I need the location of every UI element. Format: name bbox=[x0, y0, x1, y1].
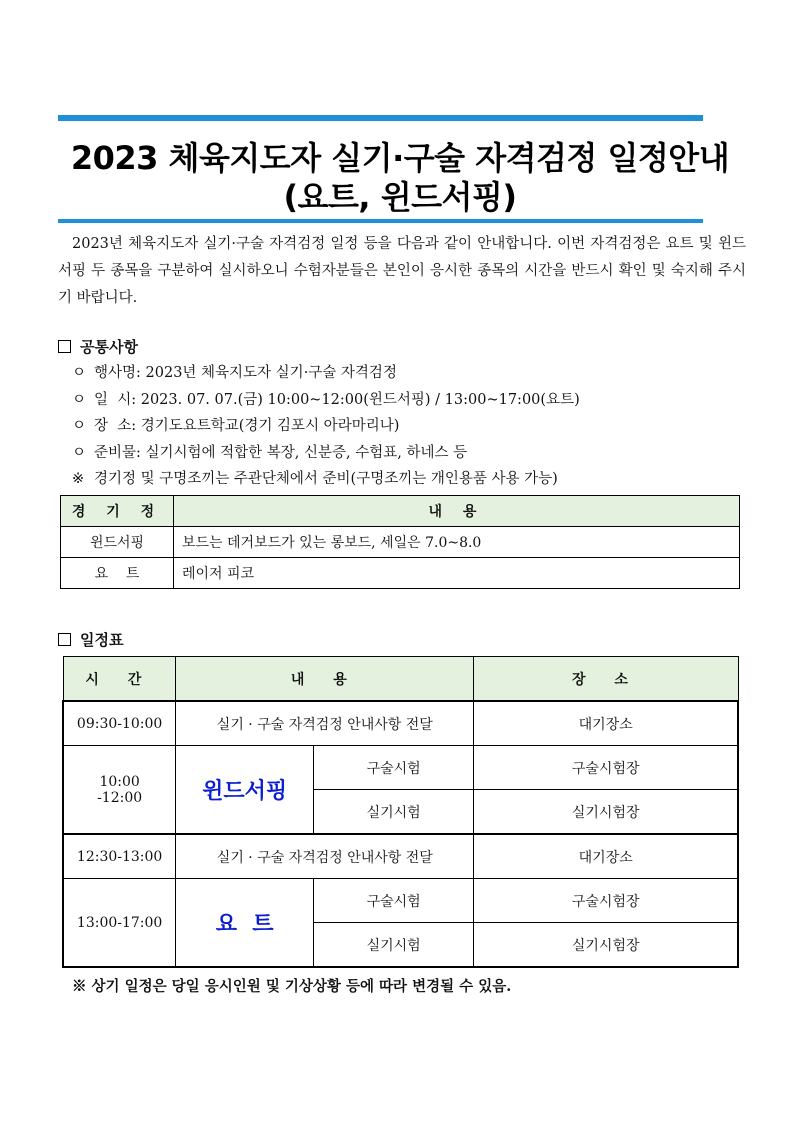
cell-place: 대기장소 bbox=[474, 834, 738, 879]
cell-name: 윈드서핑 bbox=[61, 527, 174, 558]
table-header-row bbox=[61, 496, 740, 527]
header-cell: 내 용 bbox=[176, 657, 474, 702]
cell-time: 10:00 -12:00 bbox=[63, 746, 176, 835]
table-row bbox=[63, 834, 738, 879]
cell-place: 실기시험장 bbox=[474, 790, 738, 835]
list-item: ※ 경기정 및 구명조끼는 주관단체에서 준비(구명조끼는 개인용품 사용 가능) bbox=[72, 471, 558, 487]
table-row bbox=[63, 879, 738, 923]
intro-text: 2023년 체육지도자 실기·구술 자격검정 일정 등을 다음과 같이 안내합니다. 이번 자격검정은 요트 및 윈드서핑 두 종목을 구분하여 실시하오니 수험자분들은 본인이 응시한 종목의 시간을 반드시 확인 및 숙지해 주시기 바랍니다. bbox=[58, 236, 746, 306]
cell-place: 구술시험장 bbox=[474, 746, 738, 790]
cell-event: 윈드서핑 bbox=[176, 746, 314, 835]
cell-item: 구술시험 bbox=[313, 879, 473, 923]
list-item: ㅇ 준비물: 실기시험에 적합한 복장, 신분증, 수험표, 하네스 등 bbox=[72, 444, 468, 461]
table-header-row bbox=[63, 657, 738, 702]
list-item: ㅇ 장 소: 경기도요트학교(경기 김포시 아라마리나) bbox=[72, 418, 400, 434]
cell-time: 09:30-10:00 bbox=[63, 701, 176, 746]
table-row bbox=[61, 527, 740, 558]
equipment-table bbox=[60, 495, 740, 589]
cell-content: 실기 · 구술 자격검정 안내사항 전달 bbox=[176, 834, 474, 879]
header-cell: 장 소 bbox=[474, 657, 738, 702]
common-items-list bbox=[72, 360, 580, 493]
cell-name: 요 트 bbox=[61, 558, 174, 589]
schedule-section-heading: 일정표 bbox=[58, 629, 123, 650]
checkbox-square-icon bbox=[58, 340, 71, 353]
cell-item: 실기시험 bbox=[313, 790, 473, 835]
cell-content: 보드는 데거보드가 있는 롱보드, 세일은 7.0~8.0 bbox=[174, 527, 740, 558]
cell-place: 대기장소 bbox=[474, 701, 738, 746]
title-bottom-rule bbox=[58, 219, 703, 223]
schedule-table bbox=[62, 656, 739, 968]
list-item: ㅇ 일 시: 2023. 07. 07.(금) 10:00~12:00(윈드서핑) / 13:00~17:00(요트) bbox=[72, 391, 580, 408]
cell-place: 구술시험장 bbox=[474, 879, 738, 923]
header-cell: 시 간 bbox=[63, 657, 176, 702]
common-section-heading: 공통사항 bbox=[58, 336, 138, 357]
cell-item: 실기시험 bbox=[313, 923, 473, 968]
cell-content: 레이저 피코 bbox=[174, 558, 740, 589]
header-cell: 내 용 bbox=[174, 496, 740, 527]
cell-place: 실기시험장 bbox=[474, 923, 738, 968]
cell-item: 구술시험 bbox=[313, 746, 473, 790]
table-row bbox=[61, 558, 740, 589]
checkbox-square-icon bbox=[58, 633, 71, 646]
list-item: ㅇ 행사명: 2023년 체육지도자 실기·구술 자격검정 bbox=[72, 365, 397, 381]
page-subtitle: (요트, 윈드서핑) bbox=[283, 178, 517, 216]
cell-time: 13:00-17:00 bbox=[63, 879, 176, 968]
title-top-rule bbox=[58, 115, 703, 121]
footnote: ※ 상기 일정은 당일 응시인원 및 기상상황 등에 따라 변경될 수 있음. bbox=[72, 978, 512, 995]
intro-paragraph bbox=[58, 231, 746, 312]
page-title: 2023 체육지도자 실기·구술 자격검정 일정안내 bbox=[70, 139, 730, 177]
cell-event: 요 트 bbox=[176, 879, 314, 968]
cell-content: 실기 · 구술 자격검정 안내사항 전달 bbox=[176, 701, 474, 746]
table-row bbox=[63, 701, 738, 746]
header-cell: 경 기 정 bbox=[61, 496, 174, 527]
cell-time: 12:30-13:00 bbox=[63, 834, 176, 879]
table-row bbox=[63, 746, 738, 790]
